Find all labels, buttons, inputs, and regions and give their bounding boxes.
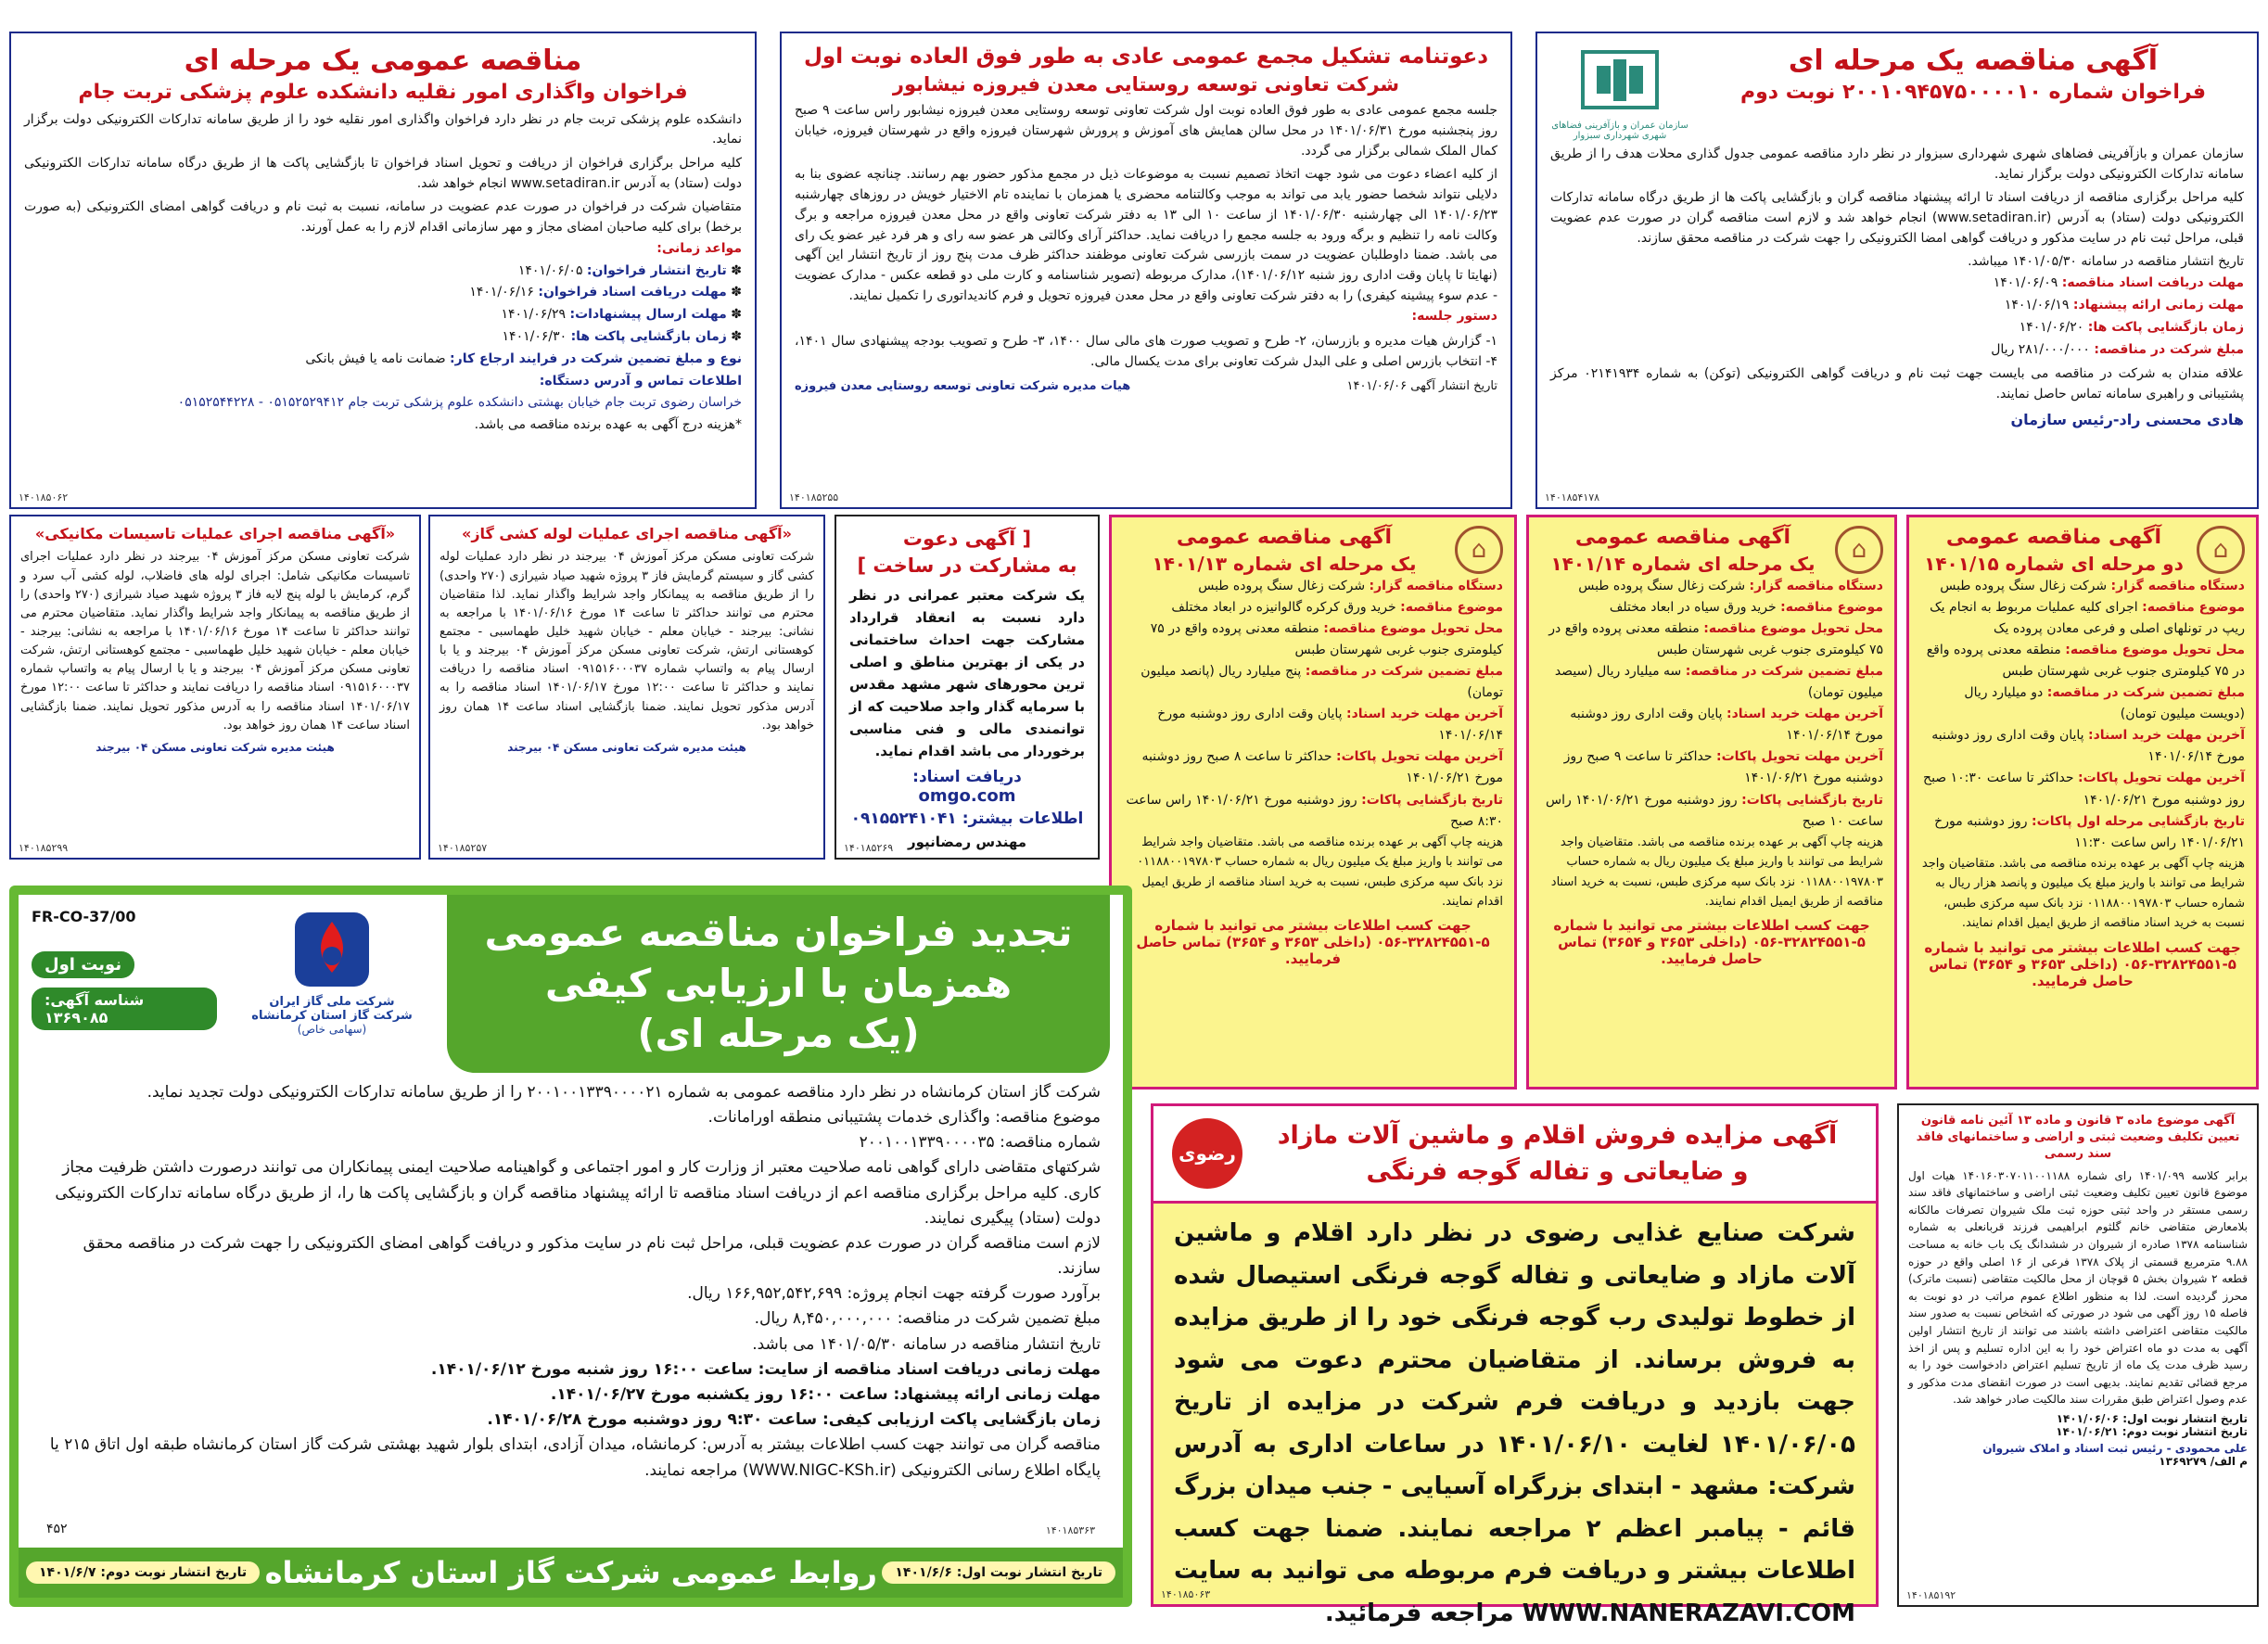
gas-flame-logo-icon [290,908,374,991]
ad-subtitle: شرکت تعاونی توسعه روستایی معدن فیروزه نیشابور [892,73,1400,96]
ad-subtitle: دو مرحله ای شماره ۱۴۰۱/۱۵ [1924,552,2184,575]
ad-code: ۱۴۰۱۸۵۱۹۲ [1906,1589,1956,1601]
ad-paragraph: جلسه مجمع عمومی عادی به طور فوق العاده نوبت اول شرکت تعاونی توسعه روستایی معدن فیروزه نیشابور راس ساعت ۹ صبح روز پنجشنبه مورخ ۱۴۰۱/۰۶/۳۱ در محل سالن همایش های آموزش و پرورش شهرستان فیروزه واقع در شهرستان فیروزه، خیابان کمال الملک شمالی برگزار می گردد. [795,103,1497,159]
ad-subtitle: و ضایعاتی و تفاله گوجه فرنگی [1366,1157,1749,1187]
dates-title: مواعد زمانی: [656,240,742,256]
ad-signature: هادی محسنی راد-رئیس سازمان [2010,410,2244,428]
ad-paragraph: مهلت زمانی ارائه پیشنهاد: ساعت ۱۶:۰۰ روز یکشنبه مورخ ۱۴۰۱/۰۶/۲۷. [550,1385,1101,1405]
round-badge: نوبت اول [32,951,134,978]
municipality-logo [1550,43,1689,141]
ad-paragraph: متقاضیان شرکت در فراخوان در صورت عدم عضویت در سامانه، نسبت به ثبت نام و دریافت گواهی امضای الکترونیکی (به صورت برخط) برای کلیه صاحبان امضای مجاز و مهر سازمانی اقدام لازم را به عمل آورند. [24,199,742,236]
ad-paragraph: ۱- گزارش هیات مدیره و بازرسان، ۲- طرح و تصویب صورت های مالی سال ۱۴۰۰، ۳- طرح و تصویب بودجه پیشنهادی سال ۱۴۰۱، ۴- انتخاب بازرس اصلی و علی البدل شرکت تعاونی برای مدت یکسال مالی. [795,334,1498,369]
mine-icon: ⌂ [1471,536,1487,565]
contact-title: اطلاعات تماس و آدرس دستگاه: [539,373,742,389]
form-code: FR-CO-37/00 [32,908,136,925]
page-number: ۴۵۲ [46,1522,68,1536]
publish-date-1: تاریخ انتشار نوبت اول: ۱۴۰۱/۶/۶ [882,1561,1115,1584]
ad-code: ۱۴۰۱۸۵۳۶۳ [1045,1524,1095,1536]
gas-piping-tender [428,515,825,860]
tender-field: مبلغ تضمین شرکت در مناقصه: دو میلیارد ریال (دویست میلیون تومان) [1964,685,2245,722]
ad-paragraph: موضوع مناقصه: واگذاری خدمات پشتیبانی منطقه اورامانات. [707,1107,1101,1127]
ad-paragraph: زمان بازگشایی پاکت ارزیابی کیفی: ساعت ۹:۳۰ روز دوشنبه مورخ ۱۴۰۱/۰۶/۲۸. [487,1410,1101,1430]
tender-field: مبلغ تضمین شرکت در مناقصه: سه میلیارد ریال (سیصد میلیون تومان) [1554,663,1883,701]
tender-field: محل تحویل موضوع مناقصه: منطقه معدنی پروده واقع در ۷۵ کیلومتری جنوب غربی شهرستان طبس [1150,620,1503,657]
ad-subtitle: یک مرحله ای شماره ۱۴۰۱/۱۴ [1550,552,1816,575]
ad-title: «آگهی مناقصه اجرای عملیات تاسیسات مکانیکی» [34,525,396,542]
ad-paragraph: مناقصه گران می توانند جهت کسب اطلاعات بیشتر به آدرس: کرمانشاه، میدان آزادی، ابتدای بلوار شهید بهشتی شرکت گاز استان کرمانشاه طبقه اول اتاق ۲۱۵ یا پایگاه اطلاع رسانی الکترونیکی (WWW.NIGC-KSh.ir) مراجعه نمایند. [49,1435,1101,1480]
ad-title: [ آگهی دعوت [902,528,1032,550]
tender-ad-1401-14 [1526,515,1897,1090]
site-link[interactable]: WWW.NANERAZAVI.COM [1522,1599,1855,1627]
ad-title: آگهی مناقصه عمومی [1176,526,1393,549]
ad-headline: تجدید فراخوان مناقصه عمومی همزمان با ارزیابی کیفی (یک مرحله ای) [447,895,1110,1073]
ad-subtitle: فراخوان واگذاری امور نقلیه دانشکده علوم پزشکی تربت جام [78,81,688,104]
assembly-invitation-ad [780,32,1512,509]
ad-paragraph: کلیه مراحل برگزاری فراخوان از دریافت و تحویل اسناد فراخوان تا بازگشایی پاکت ها از طریق درگاه سامانه تدارکات الکترونیکی دولت (ستاد) به آدرس www.setadiran.ir انجام خواهد شد. [24,156,742,191]
ad-ref-id: م الف/ ۱۳۶۹۲۷۹ [2159,1454,2248,1468]
tender-field: دستگاه مناقصه گزار: شرکت زغال سنگ پروده طبس [1940,578,2245,593]
tender-ad-1401-13 [1109,515,1517,1090]
ad-paragraph: از کلیه اعضاء دعوت می شود جهت اتخاذ تصمیم نسبت به موضوعات ذیل در مجمع مذکور حضور بهم رسانند. چنانچه عضوی بنا به دلایلی نتواند شخصا حضور یابد می تواند به موجب وکالتنامه محضری یا همزمان با نماینده تام الاختیار خویش در روزهای چهارشنبه ۱۴۰۱/۰۶/۲۳ الی چهارشنبه ۱۴۰۱/۰۶/۳۰ از ساعت ۱۰ الی ۱۳ به دفتر شرکت تعاونی واقع در محل معدن فیروزه مراجعه و برگ وکالت نامه را تنظیم و برگه ورود به جلسه مجمع را دریافت نماید. حداکثر آرای وکالتی هر عضو سه رای و هر فرد غیر عضو یک رای می باشد. ضمنا داوطلبان عضویت در سمت بازرسی شرکت تعاونی موظفند حداکثر ظرف مدت پنج روز از تاریخ انتشار این آگهی (نهایتا تا پایان وقت اداری روز شنبه ۱۴۰۱/۰۶/۱۲)، مدارک مربوطه (تصویر شناسنامه و کارت ملی دو قطعه عکس - مدارک عضویت - عدم سوء پیشینه کیفری) را به دفتر شرکت تعاونی واقع در محل معدن فیروزه تحویل و فرم کاندیداتوری را تکمیل نمایند. [795,167,1497,303]
deadline-row: مهلت زمانی ارائه پیشنهاد: ۱۴۰۱/۰۶/۱۹ [2004,297,2244,312]
logo-line: (سهامی خاص) [297,1023,367,1036]
tender-field: تاریخ بازگشایی پاکات: روز دوشنبه مورخ ۱۴۰۱/۰۶/۲۱ راس ساعت ۸:۳۰ صبح [1126,792,1503,829]
ad-paragraph: تاریخ انتشار مناقصه در سامانه ۱۴۰۱/۰۵/۳۰ می باشد. [752,1334,1101,1354]
contact-info: جهت کسب اطلاعات بیشتر می توانید با شماره ۵-۳۲۸۲۴۵۵۱-۰۵۶ (داخلی ۳۶۵۳ و ۳۶۵۴) تماس حاصل فرمایید. [1924,938,2241,989]
ad-signature: هیات مدیره شرکت تعاونی توسعه روستایی معدن فیروزه [795,379,1131,394]
ad-title: آگهی مناقصه یک مرحله ای [1788,45,2159,77]
ad-paragraph: دانشکده علوم پزشکی تربت جام در نظر دارد فراخوان واگذاری امور نقلیه خود را از طریق سامانه تدارکات الکترونیکی دولت برگزار نماید. [24,111,742,147]
ad-paragraph: مبلغ تضمین شرکت در مناقصه: ۸,۴۵۰,۰۰۰,۰۰۰ ریال. [754,1309,1101,1329]
deadline-row: ✽ مهلت ارسال پیشنهادات: ۱۴۰۱/۰۶/۲۹ [501,307,742,323]
ad-title: «آگهی مناقصه اجرای عملیات لوله کشی گاز» [462,525,792,542]
ad-paragraph: علاقه مندان به شرکت در مناقصه می بایست جهت ثبت نام و دریافت گواهی الکترونیکی (توکن) به شماره ۰۲۱۴۱۹۳۴ مرکز پشتیبانی و راهبری سامانه تماس حاصل نمایند. [1550,366,2244,401]
ad-note: هزینه چاپ آگهی بر عهده برنده مناقصه می باشد. متقاضیان واجد شرایط می توانند با واریز مبلغ یک میلیون و پانصد هزار ریال به شماره حساب ۰۱۱۸۸۰۰۱۹۷۸۰۳ نزد بانک سپه مرکزی طبس، نسبت به خرید اسناد مناقصه از طریق ایمیل اقدام نمایند. [1921,856,2245,931]
ad-paragraph: شماره مناقصه: ۲۰۰۱۰۰۱۳۳۹۰۰۰۰۳۵ [859,1133,1101,1153]
tender-field: تاریخ بازگشایی مرحله اول پاکات: روز دوشنبه مورخ ۱۴۰۱/۰۶/۲۱ راس ساعت ۱۱:۳۰ [1934,813,2245,850]
ad-paragraph: مهلت زمانی دریافت اسناد مناقصه از سایت: ساعت ۱۶:۰۰ روز شنبه مورخ ۱۴۰۱/۰۶/۱۲. [430,1359,1101,1379]
razavi-auction-ad [1151,1103,1879,1627]
ad-footer [19,1548,1123,1598]
contact-info: خراسان رضوی تربت جام خیابان بهشتی دانشکده علوم پزشکی تربت جام ۰۵۱۵۲۵۲۹۴۱۲ - ۰۵۱۵۲۵۴۴۲۲۸ [177,395,742,411]
ad-signature: هیئت مدیره شرکت تعاونی مسکن ۰۴ بیرجند [96,740,335,754]
contact-info: جهت کسب اطلاعات بیشتر می توانید با شماره ۵-۳۲۸۲۴۵۵۱-۰۵۶ (داخلی ۳۶۵۳ و ۳۶۵۴) تماس حاصل فرمایید. [1136,917,1490,968]
ad-title: مناقصه عمومی یک مرحله ای [184,45,582,77]
ad-signature: هیئت مدیره شرکت تعاونی مسکن ۰۴ بیرجند [507,740,746,754]
deadline-row: نوع و مبلغ تضمین شرکت در فرایند ارجاع کار: ضمانت نامه یا فیش بانکی [305,350,742,366]
tender-ad-torbat-jam [9,32,757,509]
mine-icon: ⌂ [1851,536,1867,565]
tender-field: آخرین مهلت تحویل پاکات: حداکثر تا ساعت ۹ صبح روز دوشنبه مورخ ۱۴۰۱/۰۶/۲۱ [1563,749,1883,786]
tender-field: آخرین مهلت خرید اسناد: پایان وقت اداری روز دوشنبه مورخ ۱۴۰۱/۰۶/۱۴ [1931,728,2245,765]
ad-body: شرکت صنایع غذایی رضوی در نظر دارد اقلام و ماشین آلات مازاد و ضایعاتی و تفاله گوجه فرنگی استیصال شده از خطوط تولیدی رب گوجه فرنگی خود را از طریق مزایده به فروش برساند. از متقاضیان محترم دعوت می شود جهت بازدید و دریافت فرم شرکت در مزایده از تاریخ ۱۴۰۱/۰۶/۰۵ لغایت ۱۴۰۱/۰۶/۱۰ در ساعات اداری به آدرس شرکت: مشهد - ابتدای بزرگراه آسیایی - جنب میدان بزرگ قائم - پیامبر اعظم ۲ مراجعه نمایند. ضمنا جهت کسب اطلاعات بیشتر و دریافت فرم مربوطه می توانید به سایت [1174,1219,1855,1586]
tender-field: موضوع مناقصه: خرید ورق سیاه در ابعاد مختلف [1609,599,1883,615]
ad-body: شرکت تعاونی مسکن مرکز آموزش ۰۴ بیرجند در نظر دارد عملیات اجرای تاسیسات مکانیکی شامل: اجرای لوله های فاضلاب، لوله کشی آب سرد و گرم، کرمایش با لوله پنج لایه فاز ۳ پروژه شهید صیاد شیرازی (۲۷۰ واحدی) را از طریق مناقصه به پیمانکار واجد شرایط واگذار نماید. متقاضیان محترم می توانند حداکثر تا ساعت ۱۴ مورخ ۱۴۰۱/۰۶/۱۶ با مراجعه به نشانی: بیرجند - خیابان معلم - خیابان شهید خلیل طهماسبی - مجتمع کوهستانی ارتش، شرکت تعاونی مسکن مرکز آموزش ۰۴ بیرجند و یا با ارسال پیام به واتساپ شماره ۰۹۱۵۱۶۰۰۰۳۷ اسناد مناقصه را دریافت نمایند و حداکثر تا ساعت ۱۲:۰۰ مورخ ۱۴۰۱/۰۶/۱۷ اسناد مناقصه را به آدرس مذکور تحویل نمایند. ضمنا بازگشایی اسناد ساعت ۱۴ همان روز خواهد بود. [20,550,411,733]
mine-icon: ⌂ [2212,536,2229,565]
coal-company-logo [1455,526,1503,574]
ad-title: آگهی مناقصه عمومی [1945,526,2162,549]
ad-paragraph: شرکتهای متقاضی دارای گواهی نامه صلاحیت معتبر از وزارت کار و امور اجتماعی و گواهینامه صلاحیت ایمنی پیمانکاران می توانند درصورت داشتن ظرفیت مجاز کاری. کلیه مراحل برگزاری مناقصه اعم از دریافت اسناد مناقصه تا ارائه پیشنهاد مناقصه گران و بازگشایی پاکت ها را، از طریق درگاه سامانه تدارکات الکترونیکی دولت (ستاد) پیگیری نمایند. [55,1158,1101,1228]
ad-subtitle: فراخوان شماره ۲۰۰۱۰۹۴۵۷۵۰۰۰۰۱۰ نوبت دوم [1739,81,2207,104]
ad-code: ۱۴۰۱۸۵۴۱۷۸ [1545,491,1600,503]
phone-number: ۰۹۱۵۵۲۴۱۰۴۱ [850,809,957,828]
coal-company-logo [1835,526,1883,574]
ad-title: آگهی موضوع ماده ۳ قانون و ماده ۱۳ آئین نامه قانون تعیین تکلیف وضعیت ثبتی و اراضی و ساختمانهای فاقد سند رسمی [1916,1114,2240,1162]
ad-title: آگهی مناقصه عمومی [1574,526,1791,549]
phone-label: اطلاعات بیشتر: [962,809,1084,828]
ad-paragraph: لازم است مناقصه گران در صورت عدم عضویت قبلی، مراحل ثبت نام در سایت مذکور و دریافت گواهی امضای الکترونیکی را جهت شرکت در مناقصه محقق سازند. [83,1233,1101,1279]
deadline-row: مبلغ شرکت در مناقصه: ۲۸۱/۰۰۰/۰۰۰ ریال [1991,341,2244,357]
ad-code: ۱۴۰۱۸۵۲۹۹ [19,842,69,854]
tender-field: تاریخ بازگشایی پاکات: روز دوشنبه مورخ ۱۴۰۱/۰۶/۲۱ راس ساعت ۱۰ صبح [1546,792,1883,829]
construction-partnership-ad [835,515,1100,860]
logo-line: شرکت گاز استان کرمانشاه [251,1009,413,1023]
ad-signature: مهندس رمضانپور [907,833,1027,850]
ad-subtitle: یک مرحله ای شماره ۱۴۰۱/۱۳ [1152,552,1417,575]
land-registration-ad [1897,1103,2259,1607]
publish-date-2: تاریخ انتشار نوبت دوم: ۱۴۰۱/۶/۷ [26,1561,260,1584]
tender-field: مبلغ تضمین شرکت در مناقصه: پنج میلیارد ریال (پانصد میلیون تومان) [1140,663,1503,701]
logo-line: شرکت ملی گاز ایران [269,995,395,1009]
ad-code: ۱۴۰۱۸۵۰۶۳ [1161,1588,1211,1600]
tender-ad-sabzevar [1535,32,2259,509]
ad-note: هزینه چاپ آگهی بر عهده برنده مناقصه می باشد. متقاضیان واجد شرایط می توانند با واریز مبلغ یک میلیون ریال به شماره حساب ۰۱۱۸۸۰۰۱۹۷۸۰۳ نزد بانک سپه مرکزی طبس، نسبت به خرید اسناد مناقصه از طریق ایمیل اقدام نمایند. [1137,835,1503,910]
razavi-logo: رضوی [1172,1118,1242,1189]
ad-title-2: به مشارکت در ساخت ] [857,554,1077,578]
deadline-row: ✽ تاریخ انتشار فراخوان: ۱۴۰۱/۰۶/۰۵ [517,262,742,278]
logo-text: سازمان عمران و بازآفرینی فضاهای شهری شهرداری سبزوار [1551,121,1688,141]
ad-title: آگهی مزایده فروش اقلام و ماشین آلات مازاد [1277,1121,1838,1150]
ad-body-end: مراجعه فرمائید. [1324,1599,1514,1627]
ad-signature: علی محمودی - رئیس ثبت اسناد و املاک شیروان [1982,1441,2248,1455]
ad-body: شرکت تعاونی مسکن مرکز آموزش ۰۴ بیرجند در نظر دارد عملیات لوله کشی گاز و سیستم گرمایش فاز ۳ پروژه شهید صیاد شیرازی (۲۷۰ واحدی) را از طریق مناقصه به پیمانکار واجد شرایط واگذار نماید. لذا متقاضیان محترم می توانند حداکثر تا ساعت ۱۴ مورخ ۱۴۰۱/۰۶/۱۶ با مراجعه به نشانی: بیرجند - خیابان معلم - خیابان شهید خلیل طهماسبی - مجتمع کوهستانی ارتش، شرکت تعاونی مسکن مرکز آموزش ۰۴ بیرجند و یا با ارسال پیام به واتساپ شماره ۰۹۱۵۱۶۰۰۰۳۷ اسناد مناقصه را دریافت نمایند و حداکثر تا ساعت ۱۲:۰۰ مورخ ۱۴۰۱/۰۶/۱۷ اسناد مناقصه را به آدرس مذکور تحویل نمایند. ضمنا بازگشایی اسناد ساعت ۱۴ همان روز خواهد بود. [440,550,814,733]
tender-field: آخرین مهلت خرید اسناد: پایان وقت اداری روز دوشنبه مورخ ۱۴۰۱/۰۶/۱۴ [1570,707,1883,744]
ad-paragraph: شرکت گاز استان کرمانشاه در نظر دارد مناقصه عمومی به شماره ۲۰۰۱۰۰۱۳۳۹۰۰۰۰۲۱ را از طریق سامانه تدارکات الکترونیکی دولت تجدید نماید. [147,1082,1101,1102]
deadline-row: ✽ زمان بازگشایی پاکت ها: ۱۴۰۱/۰۶/۳۰ [502,329,742,344]
tender-field: آخرین مهلت خرید اسناد: پایان وقت اداری روز دوشنبه مورخ ۱۴۰۱/۰۶/۱۴ [1157,707,1503,744]
ad-paragraph: سازمان عمران و بازآفرینی فضاهای شهری شهرداری سبزوار در نظر دارد مناقصه عمومی جدول گذاری محلات هدف را از طریق سامانه تدارکات الکترونیکی دولت برگزار نماید. [1550,147,2244,182]
tender-field: موضوع مناقصه: اجرای کلیه عملیات مربوط به انجام یک ریپ در تونلهای اصلی و فرعی معادن پروده یک [1930,599,2245,636]
tender-field: دستگاه مناقصه گزار: شرکت زغال سنگ پروده طبس [1578,578,1883,593]
ad-code: ۱۴۰۱۸۵۰۶۲ [19,491,69,503]
ad-code: ۱۴۰۱۸۵۲۶۹ [844,842,894,854]
tender-field: محل تحویل موضوع مناقصه: منطقه معدنی پروده واقع در ۷۵ کیلومتری جنوب غربی شهرستان طبس [1548,620,1883,657]
ad-paragraph: کلیه مراحل برگزاری مناقصه از دریافت اسناد تا ارائه پیشنهاد مناقصه گران و بازگشایی پاکت ها از طریق درگاه سامانه تدارکات الکترونیکی دولت (ستاد) به آدرس (www.setadiran.ir) انجام خواهد شد و لازم است مناقصه گران در صورت عدم عضویت قبلی، مراحل ثبت نام در سایت مذکور و دریافت گواهی امضا الکترونیکی را جهت شرکت در مناقصه محقق سازند. [1550,190,2244,246]
ad-note: *هزینه درج آگهی به عهده برنده مناقصه می باشد. [474,417,742,433]
gas-company-tender-ad [9,886,1132,1607]
gas-company-logo [230,895,434,1073]
deadline-row: زمان بازگشایی پاکت ها: ۱۴۰۱/۰۶/۲۰ [2019,319,2244,335]
ad-code: ۱۴۰۱۸۵۲۵۷ [438,842,488,854]
ad-paragraph: تاریخ انتشار مناقصه در سامانه ۱۴۰۱/۰۵/۳۰ میباشد. [1968,254,2244,270]
contact-info: جهت کسب اطلاعات بیشتر می توانید با شماره ۵-۳۲۸۲۴۵۵۱-۰۵۶ (داخلی ۳۶۵۳ و ۳۶۵۴) تماس حاصل فرمایید. [1553,917,1870,968]
tender-field: دستگاه مناقصه گزار: شرکت زغال سنگ پروده طبس [1198,578,1503,593]
ad-title: دعوتنامه تشکیل مجمع عمومی عادی به طور فوق العاده نوبت اول [803,45,1489,69]
tender-ad-1401-15 [1906,515,2259,1090]
ad-id-badge: شناسه آگهی: ۱۳۶۹۰۸۵ [32,988,217,1030]
tender-field: آخرین مهلت تحویل پاکات: حداکثر تا ساعت ۱۰:۳۰ صبح روز دوشنبه مورخ ۱۴۰۱/۰۶/۲۱ [1923,771,2245,808]
site-link[interactable]: omgo.com [918,785,1016,806]
mechanical-installations-tender [9,515,421,860]
publish-date-1: تاریخ انتشار نوبت اول: ۱۴۰۱/۰۶/۰۶ [2056,1411,2248,1425]
ad-body: یک شرکت معتبر عمرانی در نظر دارد نسبت به انعقاد قرارداد مشارکت جهت احداث ساختمانی در یکی از بهترین مناطق و اصلی ترین محورهای شهر مشهد مقدس با سرمایه گذار واجد صلاحیت که از توانمندی مالی و فنی مناسبی برخوردار می باشد اقدام نماید. [849,586,1085,759]
building-logo-icon [1578,43,1662,117]
site-label: دریافت اسناد: [912,767,1022,786]
tender-field: محل تحویل موضوع مناقصه: منطقه معدنی پروده واقع در ۷۵ کیلومتری جنوب غربی شهرستان طبس [1926,642,2245,679]
footer-title: روابط عمومی شرکت گاز استان کرمانشاه [264,1555,877,1590]
ad-note: هزینه چاپ آگهی بر عهده برنده مناقصه می باشد. متقاضیان واجد شرایط می توانند با واریز مبلغ یک میلیون ریال به شماره حساب ۰۱۱۸۸۰۰۱۹۷۸۰۳ نزد بانک سپه مرکزی طبس، نسبت به خرید اسناد مناقصه از طریق ایمیل اقدام نمایند. [1550,835,1883,910]
tender-field: موضوع مناقصه: خرید ورق کرکره گالوانیزه در ابعاد مختلف [1171,599,1503,615]
deadline-row: مهلت دریافت اسناد مناقصه: ۱۴۰۱/۰۶/۰۹ [1993,275,2244,291]
tender-field: آخرین مهلت تحویل پاکات: حداکثر تا ساعت ۸ صبح روز دوشنبه مورخ ۱۴۰۱/۰۶/۲۱ [1141,749,1503,786]
publish-date-2: تاریخ انتشار نوبت دوم: ۱۴۰۱/۰۶/۲۱ [2056,1424,2248,1438]
ad-paragraph: برآورد صورت گرفته جهت انجام پروژه: ۱۶۶,۹۵۲,۵۴۲,۶۹۹ ریال. [687,1284,1101,1304]
ad-body: برابر کلاسه ۱۴۰۱/۰۹۹ رای شماره ۱۴۰۱۶۰۳۰۷۰۱۱۰۰۱۱۸۸ هیات اول موضوع قانون تعیین تکلیف وضعیت ثبتی اراضی و ساختمانهای فاقد سند رسمی مستقر در واحد ثبتی حوزه ثبت ملک شیروان تصرفات مالکانه بلامعارض متقاضی خانم گلثوم ابراهیمی فرزند قربانعلی به شماره شناسنامه ۱۳۷۸ صادره از شیروان در ششدانگ یک باب خانه به مساحت ۹.۸۸ مترمربع قسمتی از پلاک ۱۳۷۸ فرعی از ۱۶ اصلی واقع در حوزه قطعه ۲ شیروان بخش ۵ قوچان از محل مالکیت متقاضی (نسبت ماترک) محرز گردیده است. لذا به منظور اطلاع عموم مراتب در دو نوبت به فاصله ۱۵ روز آگهی می شود در صورتی که اشخاص نسبت به صدور سند مالکیت متقاضی اعتراضی داشته باشند می توانند از تاریخ انتشار اولین آگهی به مدت دو ماه اعتراض خود را به این اداره تسلیم و پس از اخذ رسید ظرف مدت یک ماه از تاریخ تسلیم اعتراض دادخواست خود را به مرجع قضائی تقدیم نمایند. بدیهی است در صورت انقضای مدت مذکور و عدم وصول اعتراض طبق مقررات سند مالکیت صادر خواهد شد. [1908,1168,2249,1407]
ad-code: ۱۴۰۱۸۵۲۵۵ [789,491,839,503]
coal-company-logo [2197,526,2245,574]
deadline-row: ✽ مهلت دریافت اسناد فراخوان: ۱۴۰۱/۰۶/۱۶ [469,285,742,300]
publish-date: تاریخ انتشار آگهی ۱۴۰۱/۰۶/۰۶ [1346,379,1497,394]
agenda-title: دستور جلسه: [1411,309,1497,325]
